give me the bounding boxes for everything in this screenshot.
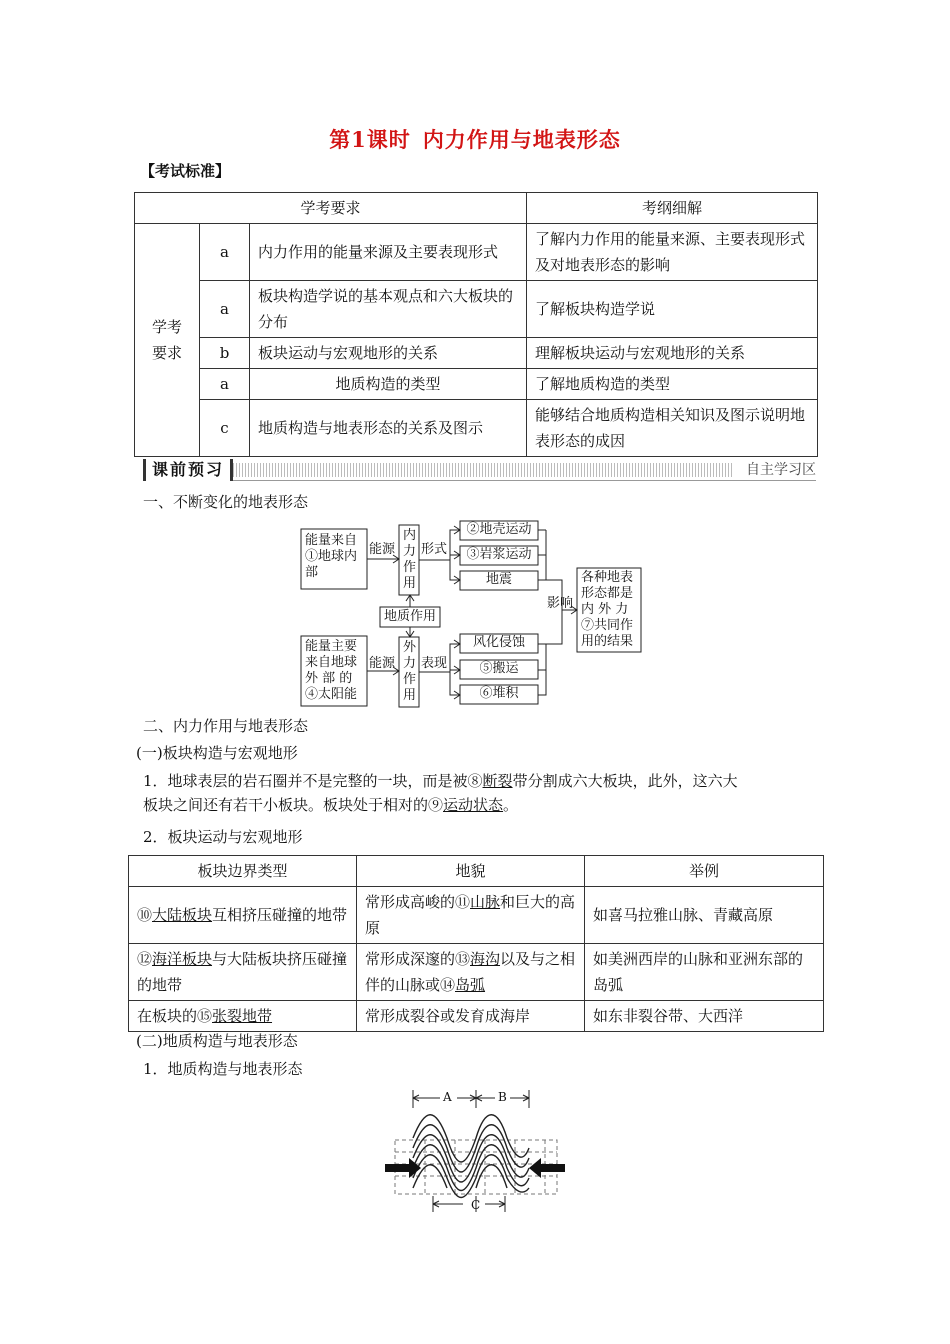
paragraph-2: 2．板块运动与宏观地形 xyxy=(143,828,303,846)
plate-header-example: 举例 xyxy=(585,856,824,887)
std-detail: 能够结合地质构造相关知识及图示说明地表形态的成因 xyxy=(527,400,818,457)
geo-action: 地质作用 xyxy=(383,609,436,624)
paragraph-3: 1．地质构造与地表形态 xyxy=(143,1060,303,1078)
section-tag: 课前预习 xyxy=(143,459,233,481)
plate-row1-type: ⑩大陆板块互相挤压碰撞的地带 xyxy=(129,887,357,944)
sub-heading-2: (二)地质构造与地表形态 xyxy=(136,1032,298,1050)
std-header-detail: 考纲细解 xyxy=(527,193,818,224)
std-level: a xyxy=(200,369,250,400)
internal-item-crust: ②地壳运动 xyxy=(466,522,532,537)
show-label: 表现 xyxy=(421,656,448,671)
plate-row3-type: 在板块的⑮张裂地带 xyxy=(129,1001,357,1032)
std-content: 板块运动与宏观地形的关系 xyxy=(250,338,527,369)
std-content: 地质构造与地表形态的关系及图示 xyxy=(250,400,527,457)
std-row-label: 学考要求 xyxy=(135,224,200,457)
std-detail: 了解内力作用的能量来源、主要表现形式及对地表形态的影响 xyxy=(527,224,818,281)
plate-row2-example: 如美洲西岸的山脉和亚洲东部的岛弧 xyxy=(585,944,824,1001)
section-heading-1: 一、不断变化的地表形态 xyxy=(143,493,309,511)
standards-table xyxy=(134,192,818,457)
compression-arrow-right xyxy=(529,1158,565,1178)
external-item-transport: ⑤搬运 xyxy=(479,661,519,676)
influence-label: 影响 xyxy=(547,596,574,611)
plate-row1-example: 如喜马拉雅山脉、青藏高原 xyxy=(585,887,824,944)
plate-row2-landform: 常形成深邃的⑬海沟以及与之相伴的山脉或⑭岛弧 xyxy=(357,944,585,1001)
plate-row2-type: ⑫海洋板块与大陆板块挤压碰撞的地带 xyxy=(129,944,357,1001)
section-heading-2: 二、内力作用与地表形态 xyxy=(143,717,309,735)
plate-header-landform: 地貌 xyxy=(357,856,585,887)
energy-label-2: 能源 xyxy=(369,656,396,671)
internal-item-magma: ③岩浆运动 xyxy=(466,547,532,562)
fold-label-a: A xyxy=(443,1090,452,1104)
fold-label-b: B xyxy=(498,1090,507,1104)
geo-process-diagram xyxy=(300,520,645,708)
internal-item-earthquake: 地震 xyxy=(485,572,512,587)
std-detail: 理解板块运动与宏观地形的关系 xyxy=(527,338,818,369)
form-label: 形式 xyxy=(421,542,448,557)
std-content: 板块构造学说的基本观点和六大板块的分布 xyxy=(250,281,527,338)
plate-table xyxy=(128,855,824,1032)
plate-row1-landform: 常形成高峻的⑪山脉和巨大的高原 xyxy=(357,887,585,944)
fold-label-c: C xyxy=(471,1198,481,1212)
std-level: c xyxy=(200,400,250,457)
std-level: b xyxy=(200,338,250,369)
external-source: 能量主要 来自地球 外 部 的 ④太阳能 xyxy=(305,639,358,702)
paragraph-1: 1．地球表层的岩石圈并不是完整的一块，而是被⑧断裂带分割成六大板块，此外，这六大 板块之间还有若干小板块。板块处于相对的⑨运动状态。 xyxy=(143,772,738,814)
std-content: 内力作用的能量来源及主要表现形式 xyxy=(250,224,527,281)
plate-row3-landform: 常形成裂谷或发育成海岸 xyxy=(357,1001,585,1032)
result-box: 各种地表 形态都是 内 外 力 ⑦共同作 用的结果 xyxy=(581,570,634,649)
section-bar xyxy=(143,459,816,481)
internal-source: 能量来自 ①地球内 部 xyxy=(305,533,358,580)
plate-header-type: 板块边界类型 xyxy=(129,856,357,887)
external-item-deposit: ⑥堆积 xyxy=(479,686,519,701)
std-header-req: 学考要求 xyxy=(135,193,527,224)
section-zone: 自主学习区 xyxy=(746,462,816,478)
std-detail: 了解板块构造学说 xyxy=(527,281,818,338)
standards-label: 【考试标准】 xyxy=(140,162,231,180)
sub-heading-1: (一)板块构造与宏观地形 xyxy=(136,744,298,762)
page-title: 第1课时 内力作用与地表形态 xyxy=(329,127,621,152)
plate-row3-example: 如东非裂谷带、大西洋 xyxy=(585,1001,824,1032)
external-force: 外 力 作 用 xyxy=(403,640,417,703)
external-item-weathering: 风化侵蚀 xyxy=(472,635,525,650)
std-detail: 了解地质构造的类型 xyxy=(527,369,818,400)
internal-force: 内 力 作 用 xyxy=(403,528,417,591)
std-level: a xyxy=(200,281,250,338)
std-content: 地质构造的类型 xyxy=(250,369,527,400)
fold-diagram xyxy=(385,1088,565,1214)
energy-label-1: 能源 xyxy=(369,542,396,557)
fold-structure xyxy=(385,1088,565,1214)
std-level: a xyxy=(200,224,250,281)
